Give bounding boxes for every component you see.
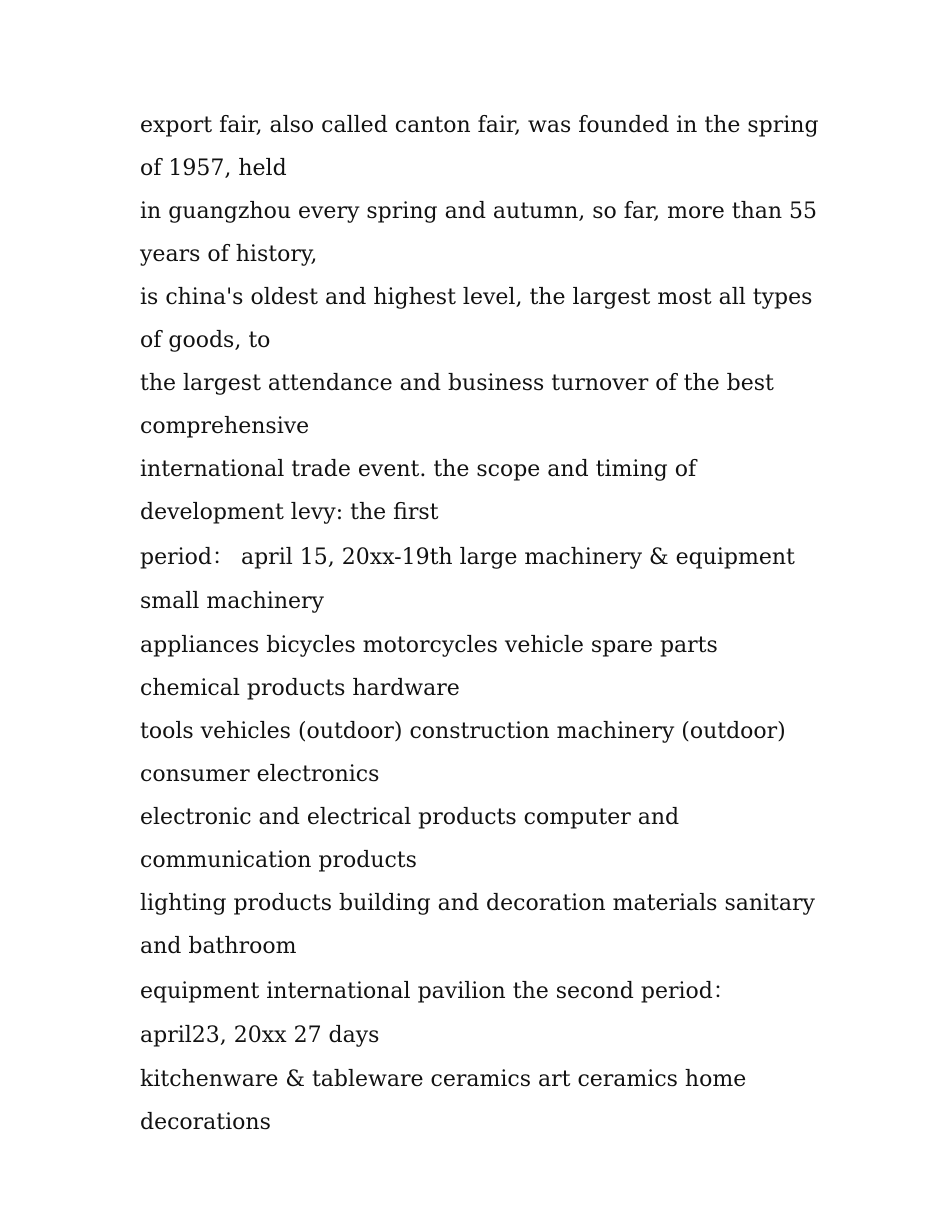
paragraph-12: kitchenware & tableware ceramics art ceramics home decorations — [140, 1067, 747, 1135]
paragraph-2: in guangzhou every spring and autumn, so far, more than 55 years of history, — [140, 199, 818, 267]
paragraph-3: is china's oldest and highest level, the largest most all types of goods, to — [140, 285, 813, 353]
paragraph-8: tools vehicles (outdoor) construction machinery (outdoor) consumer electronics — [140, 719, 786, 787]
paragraph-9: electronic and electrical products computer and communication products — [140, 805, 680, 873]
paragraph-5: international trade event. the scope and timing of development levy: the first — [140, 457, 697, 525]
paragraph-6: period： april 15, 20xx-19th large machinery & equipment small machinery — [140, 545, 795, 614]
paragraph-10: lighting products building and decoration materials sanitary and bathroom — [140, 891, 815, 959]
paragraph-7: appliances bicycles motorcycles vehicle spare parts chemical products hardware — [140, 633, 718, 701]
paragraph-1: export fair, also called canton fair, was founded in the spring of 1957, held — [140, 113, 819, 181]
paragraph-11: equipment international pavilion the second period： april23, 20xx 27 days — [140, 979, 735, 1048]
document-body — [140, 104, 820, 1144]
paragraph-4: the largest attendance and business turnover of the best comprehensive — [140, 371, 774, 439]
